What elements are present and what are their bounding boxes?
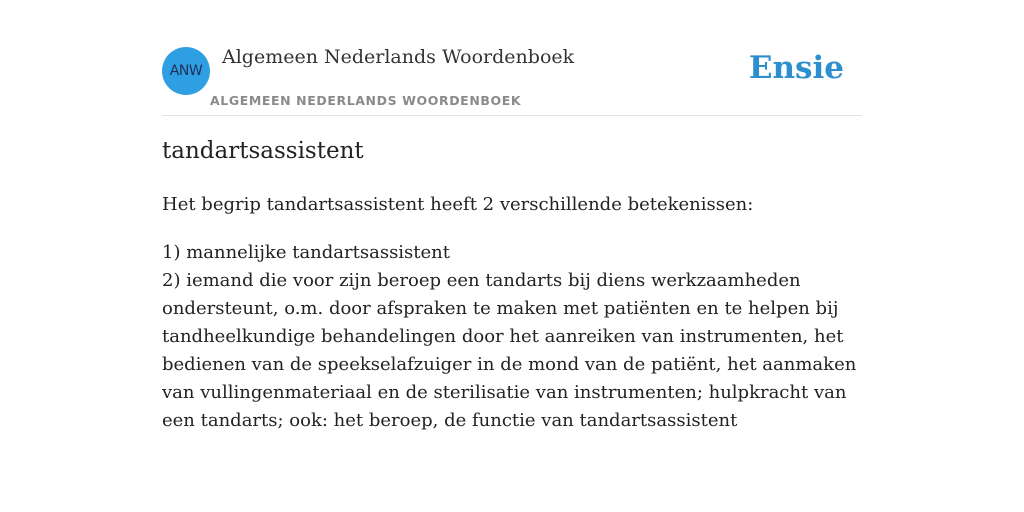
entry-word-title: tandartsassistent (162, 138, 364, 164)
anw-logo[interactable] (162, 47, 210, 95)
meaning-item: 1) mannelijke tandartsassistent (162, 242, 451, 263)
meaning-item: 2) iemand die voor zijn beroep een tandarts bij diens werkzaamheden ondersteunt, o.m. door afspraken te maken met patiënten en te helpen bij tandheelkundige behandelingen door het aanreiken van instrumenten, het bedienen van de speekselafzuiger in de mond van de patiënt, het aanmaken van vullingenmateriaal en de sterilisatie van instrumenten; hulpkracht van een tandarts; ook: het beroep, de functie van tandartsassistent (162, 270, 857, 431)
page-container (162, 0, 862, 431)
dictionary-subtitle: ALGEMEEN NEDERLANDS WOORDENBOEK (210, 93, 522, 108)
logo-text: ANW (169, 63, 203, 79)
meanings-list (162, 239, 862, 435)
dictionary-header (162, 0, 862, 116)
entry-intro: Het begrip tandartsassistent heeft 2 verschillende betekenissen: (162, 194, 754, 215)
ensie-brand-logo[interactable]: Ensie (748, 50, 844, 86)
dictionary-title[interactable]: Algemeen Nederlands Woordenboek (222, 46, 575, 68)
